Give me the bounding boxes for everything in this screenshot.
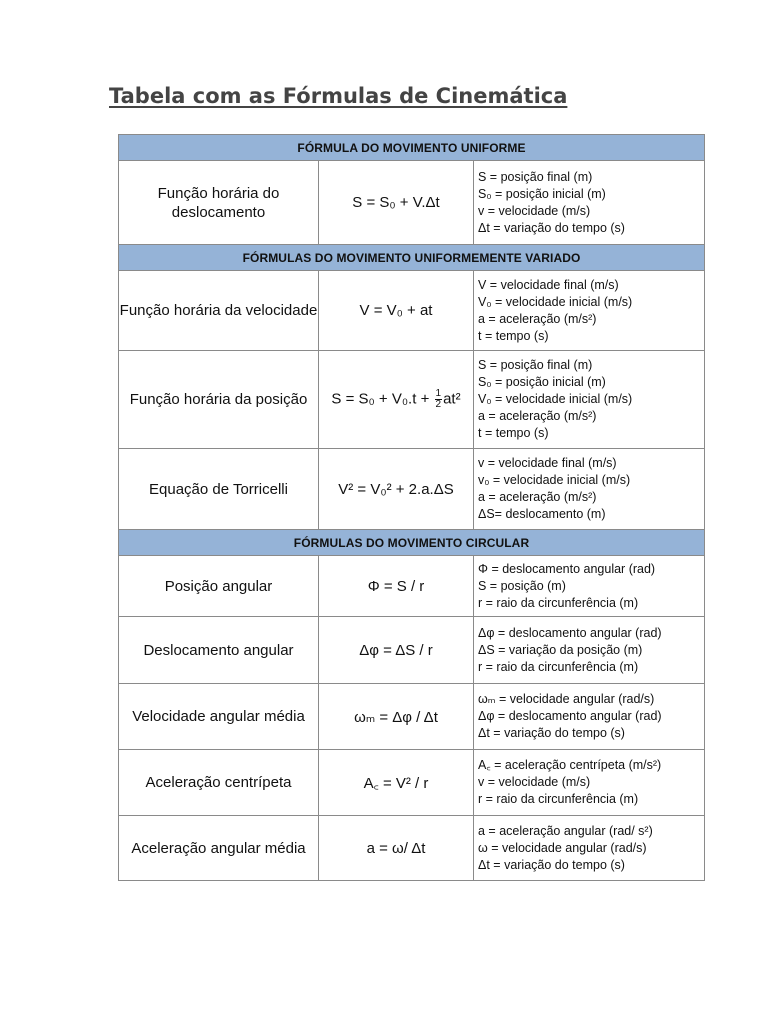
table-row [119, 271, 705, 351]
variable-line: r = raio da circunferência (m) [478, 595, 639, 610]
variable-line: a = aceleração (m/s²) [478, 409, 597, 423]
variable-line: a = aceleração angular (rad/ s²) [478, 823, 653, 838]
variable-line: S = posição (m) [478, 578, 566, 593]
table-row [119, 617, 705, 684]
variable-line: r = raio da circunferência (m) [478, 659, 639, 674]
formula-name: Função horária da posição [119, 351, 319, 449]
variable-line: V = velocidade final (m/s) [478, 277, 619, 292]
variable-line: v = velocidade (m/s) [478, 775, 591, 789]
variable-line: v = velocidade final (m/s) [478, 456, 617, 470]
variable-line: Φ = deslocamento angular (rad) [478, 561, 656, 576]
variable-line: ωₘ = velocidade angular (rad/s) [478, 692, 655, 706]
variable-line: r = raio da circunferência (m) [478, 792, 639, 806]
variable-line: a = aceleração (m/s²) [478, 311, 597, 326]
formula-name: Aceleração centrípeta [119, 750, 319, 816]
formula-expression: Δφ = ΔS / r [319, 617, 474, 684]
section-header-label: FÓRMULAS DO MOVIMENTO UNIFORMEMENTE VARIADO [119, 245, 705, 271]
variable-line: S = posição final (m) [478, 169, 593, 184]
formula-variables [474, 556, 705, 617]
section-header-label: FÓRMULAS DO MOVIMENTO CIRCULAR [119, 530, 705, 556]
formula-variables [474, 684, 705, 750]
section-header-label: FÓRMULA DO MOVIMENTO UNIFORME [119, 135, 705, 161]
section-header-circular [119, 530, 705, 556]
section-header-uniform [119, 135, 705, 161]
formula-variables [474, 750, 705, 816]
variable-line: V₀ = velocidade inicial (m/s) [478, 294, 633, 309]
formula-expression: A꜀ = V² / r [319, 750, 474, 816]
formula-variables [474, 271, 705, 351]
table-row [119, 449, 705, 530]
formula-name: Função horária da velocidade [119, 271, 319, 351]
variable-line: v = velocidade (m/s) [478, 203, 591, 218]
formula-name: Aceleração angular média [119, 816, 319, 881]
page-title: Tabela com as Fórmulas de Cinemática [109, 84, 568, 108]
table-row [119, 351, 705, 449]
formula-expression: V = V₀ + at [319, 271, 474, 351]
formula-variables [474, 161, 705, 245]
formula-variables [474, 449, 705, 530]
variable-line: ω = velocidade angular (rad/s) [478, 840, 647, 855]
formula-suffix: at² [443, 390, 461, 408]
variable-line: ΔS= deslocamento (m) [478, 507, 606, 521]
formula-expression: V² = V₀² + 2.a.ΔS [319, 449, 474, 530]
formulas-table [118, 134, 705, 881]
table-row [119, 750, 705, 816]
variable-line: Δt = variação do tempo (s) [478, 726, 625, 740]
formula-expression: a = ω/ Δt [319, 816, 474, 881]
formula-expression: S = S₀ + V.Δt [319, 161, 474, 245]
variable-line: S₀ = posição inicial (m) [478, 186, 606, 201]
section-header-uniformly-varied [119, 245, 705, 271]
variable-line: t = tempo (s) [478, 328, 549, 343]
variable-line: Δt = variação do tempo (s) [478, 220, 625, 235]
fraction-denominator: 2 [435, 399, 442, 410]
table-row [119, 161, 705, 245]
formula-name: Equação de Torricelli [119, 449, 319, 530]
formula-expression [319, 351, 474, 449]
variable-line: ΔS = variação da posição (m) [478, 642, 643, 657]
variable-line: A꜀ = aceleração centrípeta (m/s²) [478, 758, 662, 772]
formula-expression: Φ = S / r [319, 556, 474, 617]
formula-name: Posição angular [119, 556, 319, 617]
variable-line: Δφ = deslocamento angular (rad) [478, 709, 662, 723]
formula-expression: ωₘ = Δφ / Δt [319, 684, 474, 750]
formula-name: Velocidade angular média [119, 684, 319, 750]
variable-line: v₀ = velocidade inicial (m/s) [478, 473, 631, 487]
formula-variables [474, 617, 705, 684]
formula-variables [474, 816, 705, 881]
variable-line: t = tempo (s) [478, 426, 549, 440]
formula-name: Função horária do deslocamento [119, 161, 319, 245]
variable-line: S = posição final (m) [478, 358, 593, 372]
fraction-numerator: 1 [435, 388, 442, 399]
variable-line: Δt = variação do tempo (s) [478, 857, 625, 872]
table-row [119, 556, 705, 617]
table-row [119, 684, 705, 750]
formula-name: Deslocamento angular [119, 617, 319, 684]
table-row [119, 816, 705, 881]
variable-line: S₀ = posição inicial (m) [478, 375, 606, 389]
variable-line: Δφ = deslocamento angular (rad) [478, 625, 662, 640]
formula-variables [474, 351, 705, 449]
variable-line: V₀ = velocidade inicial (m/s) [478, 392, 633, 406]
fraction [435, 389, 443, 410]
formula-prefix: S = S₀ + V₀.t + [331, 390, 434, 408]
variable-line: a = aceleração (m/s²) [478, 490, 597, 504]
